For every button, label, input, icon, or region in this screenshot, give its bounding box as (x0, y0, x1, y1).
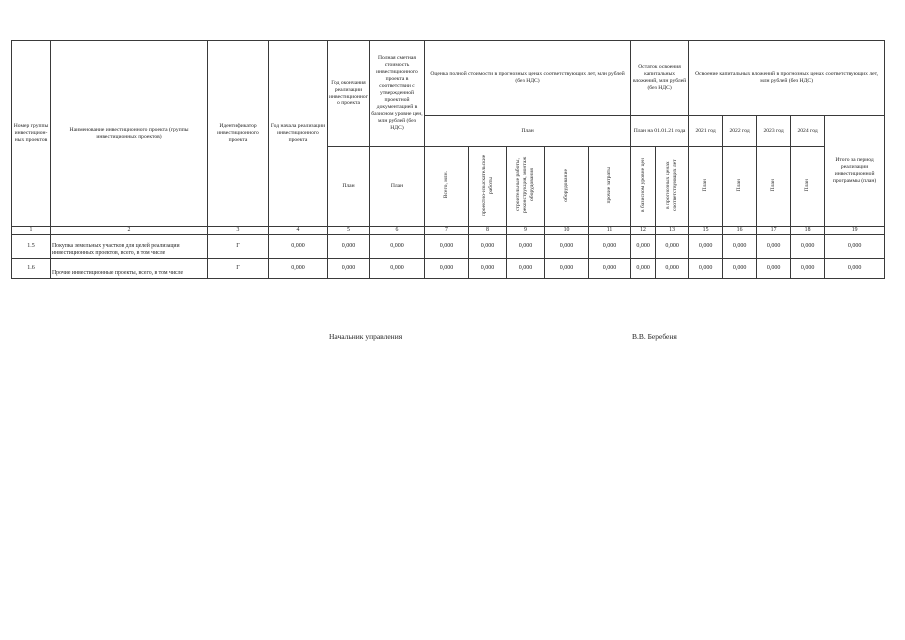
row-number: 1.5 (12, 235, 51, 259)
header-cost-estimate-group: Оценка полной стоимости в прогнозных ценах соответствующих лет, млн рублей (без НДС) (425, 41, 631, 116)
value-cell: 0,000 (656, 259, 689, 279)
header-mastering-group: Освоение капитальных вложений в прогнозных ценах соответствующих лет, млн рублей (без НДС) (689, 41, 885, 116)
value-cell: 0,000 (469, 235, 507, 259)
header-2023-plan-cell (757, 147, 791, 227)
column-number: 3 (208, 227, 269, 235)
column-number: 19 (825, 227, 885, 235)
signature-position: Начальник управления (329, 332, 403, 341)
header-2021-plan: План (702, 178, 709, 192)
value-cell: 0,000 (370, 259, 425, 279)
value-cell: 0,000 (370, 235, 425, 259)
header-plan-date: План на 01.01.21 года (631, 116, 689, 147)
header-2024-plan-cell (791, 147, 825, 227)
value-cell: 0,000 (757, 259, 791, 279)
table-row (12, 235, 885, 259)
header-construction-cell (507, 147, 545, 227)
value-cell: 0,000 (689, 259, 723, 279)
header-basic-price-cell (631, 147, 656, 227)
value-cell: 0,000 (825, 235, 885, 259)
header-end-year: Год окончания реализации инвестиционного проекта (328, 41, 370, 147)
header-2024-plan: План (804, 178, 811, 192)
header-total-cell (425, 147, 469, 227)
column-number: 1 (12, 227, 51, 235)
column-number: 12 (631, 227, 656, 235)
value-cell: 0,000 (825, 259, 885, 279)
value-cell: 0,000 (269, 235, 328, 259)
header-equipment-cell (545, 147, 589, 227)
header-total-period: Итого за период реализации инвестиционной программы (план) (825, 116, 885, 227)
value-cell: 0,000 (328, 259, 370, 279)
header-cost-plan: План (425, 116, 631, 147)
header-2022-plan-cell (723, 147, 757, 227)
header-full-estimate: Полная сметная стоимость инвестиционного проекта в соответствии с утвержденной проектной документацией в базисном уровне цен, млн рублей (без НДС) (370, 41, 425, 147)
column-number: 18 (791, 227, 825, 235)
header-year-2021: 2021 год (689, 116, 723, 147)
header-year-2023: 2023 год (757, 116, 791, 147)
investment-table (11, 40, 885, 279)
column-number: 6 (370, 227, 425, 235)
column-number: 2 (51, 227, 208, 235)
value-cell: 0,000 (689, 235, 723, 259)
column-number: 10 (545, 227, 589, 235)
column-number: 13 (656, 227, 689, 235)
value-cell: 0,000 (723, 259, 757, 279)
header-end-year-plan: План (328, 147, 370, 227)
header-forecast-price: в прогнозных ценах соответствующих лет (665, 159, 679, 211)
header-total: Всего, млн. (443, 171, 449, 199)
value-cell: 0,000 (631, 235, 656, 259)
header-equipment: оборудование (563, 168, 569, 202)
header-group-number: Номер группы инвестицион-ных проектов (12, 41, 51, 227)
value-cell: 0,000 (507, 235, 545, 259)
row-number: 1.6 (12, 259, 51, 279)
column-number: 5 (328, 227, 370, 235)
value-cell: 0,000 (545, 259, 589, 279)
project-id: Г (208, 259, 269, 279)
project-id: Г (208, 235, 269, 259)
value-cell: 0,000 (269, 259, 328, 279)
header-year-2024: 2024 год (791, 116, 825, 147)
value-cell: 0,000 (589, 235, 631, 259)
column-number: 16 (723, 227, 757, 235)
header-construction-works: строительные работы, реконструкция, монтаж оборудования (515, 156, 535, 214)
header-design-works: проектно-изыскательские работы (480, 154, 494, 216)
value-cell: 0,000 (425, 235, 469, 259)
header-remainder-group: Остаток освоения капитальных вложений, млн рублей (без НДС) (631, 41, 689, 116)
value-cell: 0,000 (656, 235, 689, 259)
column-number: 11 (589, 227, 631, 235)
value-cell: 0,000 (723, 235, 757, 259)
header-project-id: Идентификатор инвестиционного проекта (208, 41, 269, 227)
table-row (12, 259, 885, 279)
signature-name: В.В. Беребеня (632, 332, 677, 341)
value-cell: 0,000 (791, 259, 825, 279)
value-cell: 0,000 (631, 259, 656, 279)
header-2022-plan: План (736, 178, 743, 192)
header-full-estimate-plan: План (370, 147, 425, 227)
header-other-costs: прочие затраты (606, 166, 613, 204)
header-2023-plan: План (770, 178, 777, 192)
value-cell: 0,000 (545, 235, 589, 259)
value-cell: 0,000 (757, 235, 791, 259)
column-number: 7 (425, 227, 469, 235)
value-cell: 0,000 (328, 235, 370, 259)
header-design-cell (469, 147, 507, 227)
header-project-name: Наименование инвестиционного проекта (группы инвестиционных проектов) (51, 41, 208, 227)
header-start-year: Год начала реализации инвестиционного проекта (269, 41, 328, 227)
column-number-row (12, 227, 885, 235)
header-year-2022: 2022 год (723, 116, 757, 147)
column-number: 17 (757, 227, 791, 235)
column-number: 8 (469, 227, 507, 235)
header-basic-price: в базисном уровне цен (639, 157, 646, 213)
value-cell: 0,000 (425, 259, 469, 279)
project-name: Покупка земельных участков для целей реализации инвестиционных проектов, всего, в том числе (51, 235, 208, 259)
value-cell: 0,000 (507, 259, 545, 279)
header-other-cell (589, 147, 631, 227)
header-2021-plan-cell (689, 147, 723, 227)
column-number: 9 (507, 227, 545, 235)
value-cell: 0,000 (791, 235, 825, 259)
column-number: 15 (689, 227, 723, 235)
header-forecast-price-cell (656, 147, 689, 227)
value-cell: 0,000 (469, 259, 507, 279)
value-cell: 0,000 (589, 259, 631, 279)
column-number: 4 (269, 227, 328, 235)
project-name: Прочие инвестиционные проекты, всего, в том числе (51, 259, 208, 279)
